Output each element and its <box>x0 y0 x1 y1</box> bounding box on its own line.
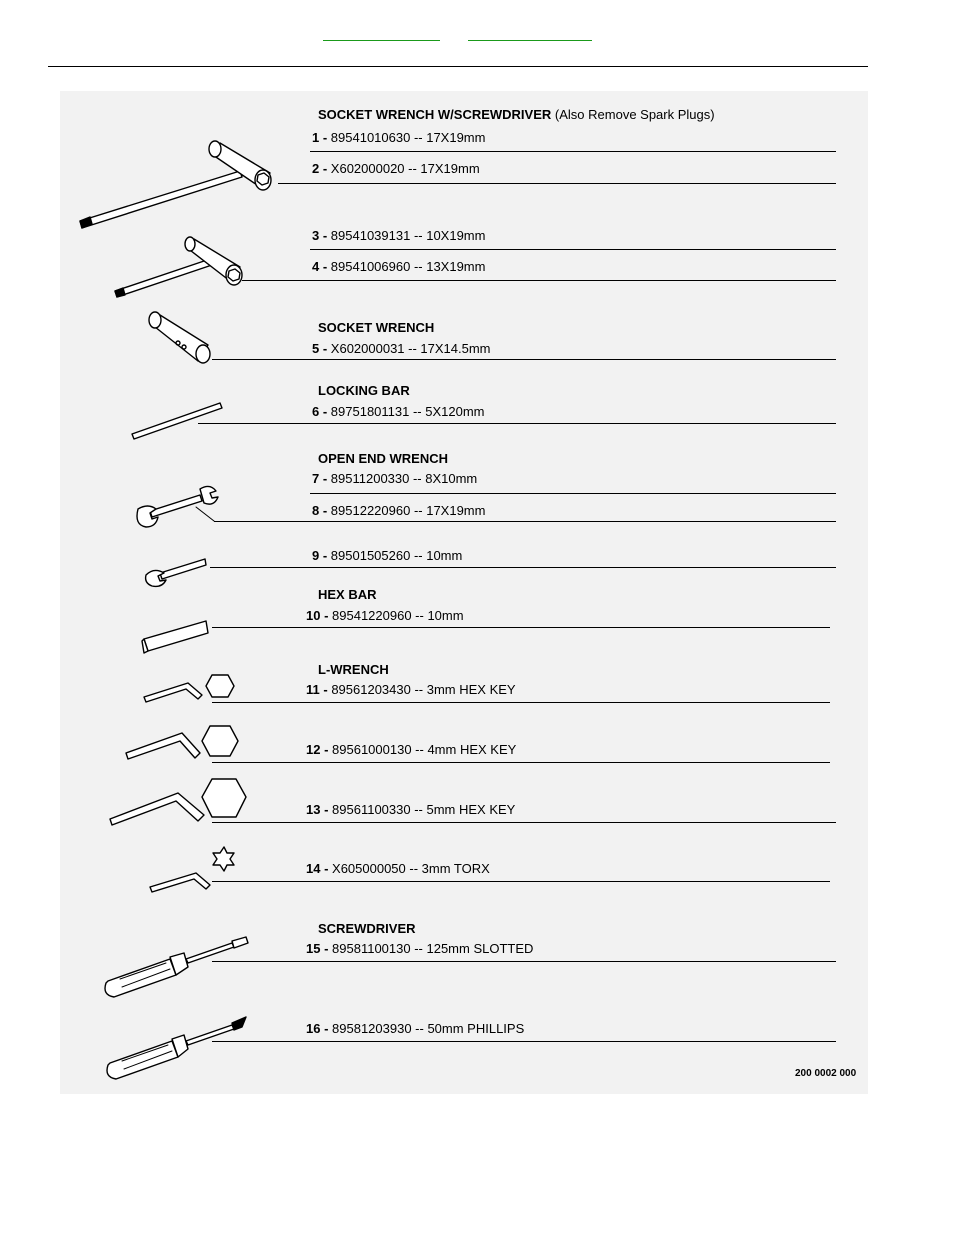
row-divider <box>278 183 836 184</box>
socket-wrench-tube-icon <box>149 312 210 363</box>
row-divider <box>212 1041 836 1042</box>
part-description: 89541010630 -- 17X19mm <box>330 130 486 145</box>
part-description: 89751801131 -- 5X120mm <box>330 404 485 419</box>
part-row-1 <box>312 130 485 145</box>
hex-key-3mm-icon <box>144 675 234 702</box>
row-divider <box>198 423 836 424</box>
part-row-5 <box>312 341 491 356</box>
part-description: 89581100130 -- 125mm SLOTTED <box>332 941 534 956</box>
part-description: 89541039131 -- 10X19mm <box>330 228 486 243</box>
part-row-16 <box>306 1021 524 1036</box>
section-header-locking-bar: LOCKING BAR <box>318 383 410 398</box>
hex-key-4mm-icon <box>126 726 238 759</box>
open-end-wrench-single-icon <box>146 559 206 586</box>
part-number-index: 15 - <box>306 941 329 956</box>
torx-key-icon <box>150 847 234 892</box>
part-description: X602000020 -- 17X19mm <box>330 161 480 176</box>
part-row-11 <box>306 682 516 697</box>
part-number-index: 12 - <box>306 742 329 757</box>
part-number-index: 5 - <box>312 341 328 356</box>
part-row-12 <box>306 742 516 757</box>
row-divider <box>214 521 836 522</box>
tool-kit-figure <box>60 91 868 1094</box>
section-header-screwdriver: SCREWDRIVER <box>318 921 416 936</box>
section-header-open-end-wrench: OPEN END WRENCH <box>318 451 449 466</box>
part-description: 89511200330 -- 8X10mm <box>330 471 478 486</box>
row-divider <box>310 493 836 494</box>
part-row-3 <box>312 228 485 243</box>
part-number-index: 9 - <box>312 548 328 563</box>
part-number-index: 11 - <box>306 682 328 697</box>
t-socket-wrench-large-icon <box>80 141 271 228</box>
open-end-wrench-double-icon <box>137 486 218 527</box>
part-row-10 <box>306 608 464 623</box>
part-number-index: 6 - <box>312 404 328 419</box>
section-title: SOCKET WRENCH W/SCREWDRIVER <box>318 107 552 122</box>
phillips-screwdriver-icon <box>107 1017 246 1079</box>
section-header-socket-wrench-screwdriver <box>318 107 715 122</box>
part-description: X602000031 -- 17X14.5mm <box>330 341 491 356</box>
part-row-13 <box>306 802 515 817</box>
section-header-socket-wrench: SOCKET WRENCH <box>318 320 435 335</box>
part-description: 89581203930 -- 50mm PHILLIPS <box>332 1021 525 1036</box>
row-divider <box>310 249 836 250</box>
part-row-14 <box>306 861 490 876</box>
row-divider <box>212 961 836 962</box>
part-description: 89541220960 -- 10mm <box>332 608 464 623</box>
part-number-index: 1 - <box>312 130 328 145</box>
part-row-15 <box>306 941 533 956</box>
section-header-l-wrench: L-WRENCH <box>318 662 389 677</box>
part-number-index: 13 - <box>306 802 329 817</box>
part-row-8 <box>312 503 485 518</box>
hex-bar-icon <box>142 621 208 653</box>
top-link-2[interactable] <box>468 28 592 41</box>
hex-key-5mm-icon <box>110 779 246 825</box>
row-divider <box>212 762 830 763</box>
part-number-index: 2 - <box>312 161 328 176</box>
section-note: (Also Remove Spark Plugs) <box>554 107 715 122</box>
row-divider <box>212 822 836 823</box>
part-number-index: 16 - <box>306 1021 329 1036</box>
row-divider <box>212 702 830 703</box>
part-description: 89561203430 -- 3mm HEX KEY <box>331 682 516 697</box>
row-divider <box>210 567 836 568</box>
part-row-9 <box>312 548 462 563</box>
row-divider <box>310 151 836 152</box>
part-number-index: 10 - <box>306 608 329 623</box>
part-row-2 <box>312 161 480 176</box>
part-description: X605000050 -- 3mm TORX <box>332 861 490 876</box>
part-description: 89561000130 -- 4mm HEX KEY <box>332 742 517 757</box>
section-header-hex-bar: HEX BAR <box>318 587 377 602</box>
part-description: 89561100330 -- 5mm HEX KEY <box>332 802 516 817</box>
header-rule <box>48 66 868 67</box>
part-number-index: 14 - <box>306 861 329 876</box>
t-socket-wrench-small-icon <box>115 237 242 297</box>
part-number-index: 3 - <box>312 228 328 243</box>
row-divider <box>242 280 836 281</box>
part-number-index: 4 - <box>312 259 328 274</box>
part-description: 89512220960 -- 17X19mm <box>330 503 486 518</box>
figure-reference-number: 200 0002 000 <box>795 1068 857 1079</box>
top-link-1[interactable] <box>323 28 440 41</box>
part-row-7 <box>312 471 477 486</box>
row-divider <box>212 881 830 882</box>
part-number-index: 8 - <box>312 503 328 518</box>
row-divider <box>212 627 830 628</box>
part-description: 89501505260 -- 10mm <box>330 548 463 563</box>
row-divider <box>212 359 836 360</box>
locking-bar-icon <box>132 403 222 439</box>
slotted-screwdriver-icon <box>105 937 248 997</box>
part-row-4 <box>312 259 485 274</box>
part-number-index: 7 - <box>312 471 328 486</box>
part-description: 89541006960 -- 13X19mm <box>330 259 486 274</box>
part-row-6 <box>312 404 485 419</box>
